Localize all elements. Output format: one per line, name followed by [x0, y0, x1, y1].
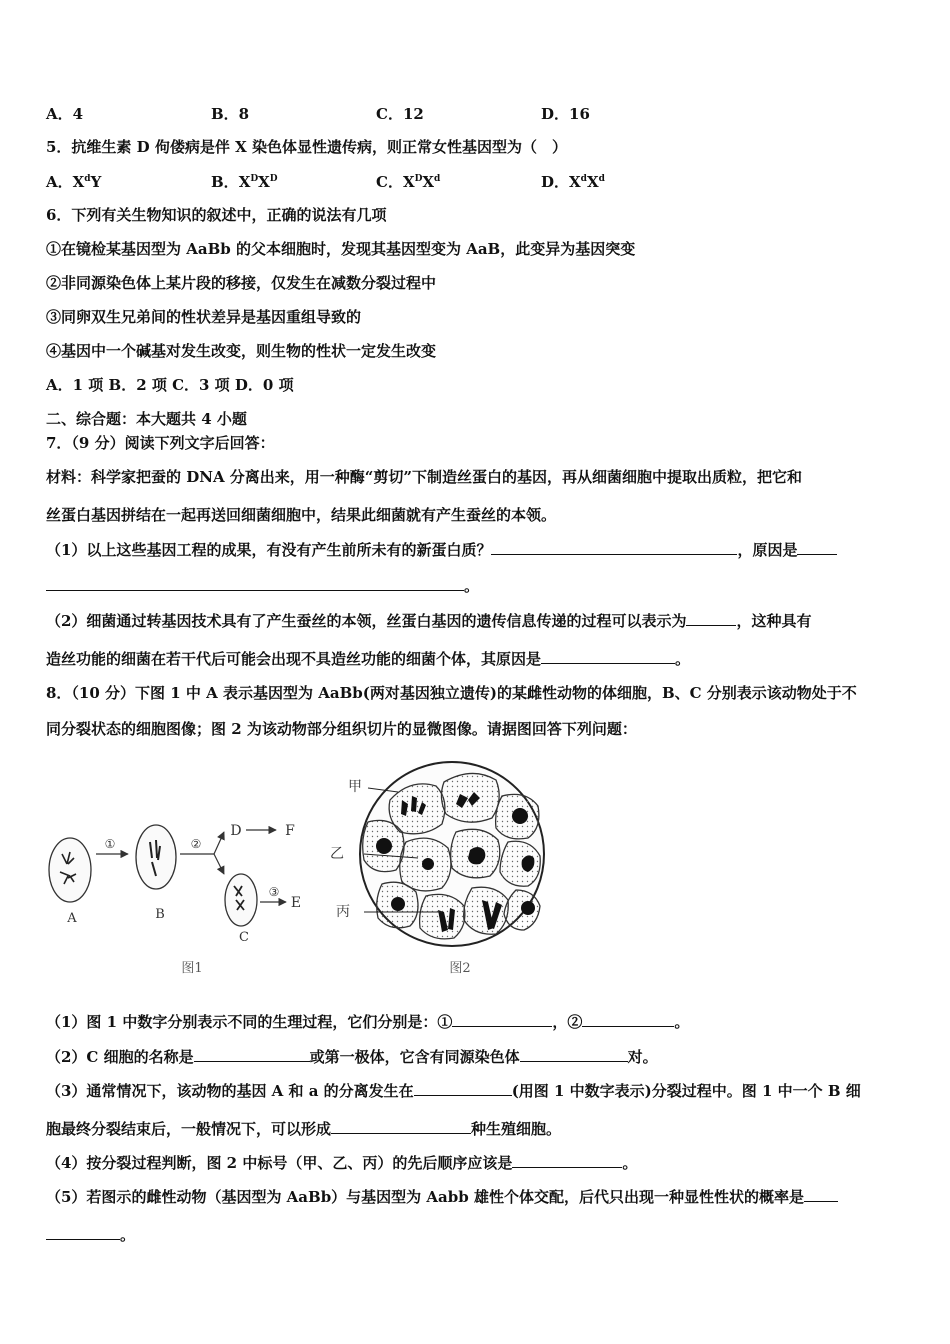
figure-1	[49, 823, 301, 976]
output-e-label: E	[290, 895, 302, 911]
answer-blank[interactable]	[452, 1012, 552, 1027]
q6-statement-4: ④基因中一个碱基对发生改变，则生物的性状一定发生改变	[46, 342, 437, 360]
q7-material-line-1: 材料：科学家把蚕的 DNA 分离出来，用一种酶“剪切”下制造丝蛋白的基因，再从细菌细胞中提取出质粒，把它和	[46, 468, 803, 486]
cell-a-label: A	[67, 911, 77, 926]
q7-part-2: （2）细菌通过转基因技术具有了产生蚕丝的本领，丝蛋白基因的遗传信息传递的过程可以表示为 ，这种具有	[46, 612, 812, 630]
step-3-label: ③	[268, 885, 280, 899]
q6-stem: 6．下列有关生物知识的叙述中，正确的说法有几项	[46, 206, 387, 224]
q8-part-2: （2）C 细胞的名称是 或第一极体，它含有同源染色体 对。	[46, 1048, 658, 1066]
q5-options	[46, 171, 746, 191]
cell-c-label: C	[239, 930, 249, 945]
answer-blank[interactable]	[194, 1047, 310, 1062]
cell-a-drawing	[49, 838, 91, 902]
answer-blank[interactable]	[46, 576, 464, 591]
q4-option-d: D．16	[541, 105, 590, 123]
q6-statement-3: ③同卵双生兄弟间的性状差异是基因重组导致的	[46, 308, 362, 326]
q7-part-1: （1）以上这些基因工程的成果，有没有产生前所未有的新蛋白质？ ，原因是	[46, 540, 837, 560]
answer-blank[interactable]	[331, 1119, 471, 1134]
q8-part-4: （4）按分裂过程判断，图 2 中标号（甲、乙、丙）的先后顺序应该是 。	[46, 1154, 638, 1172]
q4-option-c: C．12	[376, 105, 424, 123]
figure-2-caption: 图2	[449, 961, 471, 976]
label-bing: 丙	[336, 904, 350, 920]
answer-blank[interactable]	[686, 611, 736, 626]
q4-option-a: A．4	[46, 105, 84, 123]
answer-blank[interactable]	[46, 1225, 120, 1240]
answer-blank[interactable]	[582, 1012, 674, 1027]
q5-option-b: B．$X^DX^D$	[211, 173, 278, 191]
q8-stem-line-2: 同分裂状态的细胞图像；图 2 为该动物部分组织切片的显微图像。请据图回答下列问题：	[46, 720, 637, 738]
arrow-to-c	[214, 854, 224, 874]
q8-part-3: （3）通常情况下，该动物的基因 A 和 a 的分离发生在 (用图 1 中数字表示)分裂过程中。图 1 中一个 B 细	[46, 1082, 861, 1100]
q7-stem: 7．（9 分）阅读下列文字后回答：	[46, 434, 275, 452]
cell-b-label: B	[155, 907, 165, 922]
q5-option-a: A．$X^dY$	[46, 173, 102, 191]
q8-part-5-continued: 。	[46, 1225, 135, 1245]
answer-blank[interactable]	[541, 649, 675, 664]
answer-blank[interactable]	[804, 1187, 838, 1202]
answer-blank[interactable]	[491, 540, 737, 555]
answer-blank[interactable]	[520, 1047, 628, 1062]
section-heading: 二、综合题：本大题共 4 小题	[46, 410, 247, 428]
q7-material-line-2: 丝蛋白基因拼结在一起再送回细菌细胞中，结果此细菌就有产生蚕丝的本领。	[46, 506, 557, 524]
q4-option-b: B．8	[211, 105, 250, 123]
step-2-label: ②	[190, 837, 202, 851]
q6-statement-1: ①在镜检某基因型为 AaBb 的父本细胞时，发现其基因型变为 AaB，此变异为基因突变	[46, 240, 636, 258]
q5-option-c: C．$X^DX^d$	[376, 173, 441, 191]
arrow-to-d	[214, 832, 224, 854]
output-f-label: F	[285, 823, 295, 839]
q7-part-2-continued: 造丝功能的细菌在若干代后可能会出现不具造丝功能的细菌个体，其原因是 。	[46, 650, 691, 668]
q4-options	[46, 103, 746, 123]
q8-part-3-continued: 胞最终分裂结束后，一般情况下，可以形成 种生殖细胞。	[46, 1120, 562, 1138]
answer-blank[interactable]	[797, 540, 837, 555]
q8-figure	[46, 750, 566, 990]
label-yi: 乙	[330, 846, 344, 862]
q8-part-1: （1）图 1 中数字分别表示不同的生理过程，它们分别是：① ，② 。	[46, 1013, 690, 1031]
answer-blank[interactable]	[414, 1081, 512, 1096]
step-1-label: ①	[104, 837, 116, 851]
answer-blank[interactable]	[512, 1153, 622, 1168]
output-d-label: D	[230, 823, 242, 839]
q6-statement-2: ②非同源染色体上某片段的移接，仅发生在减数分裂过程中	[46, 274, 437, 292]
q5-option-d: D．$X^dX^d$	[541, 173, 605, 191]
figure-1-caption: 图1	[181, 961, 203, 976]
cell-c-drawing	[225, 874, 257, 926]
q8-part-5: （5）若图示的雌性动物（基因型为 AaBb）与基因型为 Aabb 雄性个体交配，后代只出现一种显性性状的概率是	[46, 1187, 838, 1207]
label-jia: 甲	[348, 779, 362, 795]
q5-stem: 5．抗维生素 D 佝偻病是伴 X 染色体显性遗传病，则正常女性基因型为（ ）	[46, 138, 567, 156]
figure-2	[330, 762, 544, 976]
q6-options: A．1 项 B．2 项 C．3 项 D．0 项	[46, 376, 294, 394]
q7-part-1-continued: 。	[46, 576, 479, 596]
q8-stem-line-1: 8．（10 分）下图 1 中 A 表示基因型为 AaBb(两对基因独立遗传)的某雌性动物的体细胞，B、C 分别表示该动物处于不	[46, 684, 857, 702]
